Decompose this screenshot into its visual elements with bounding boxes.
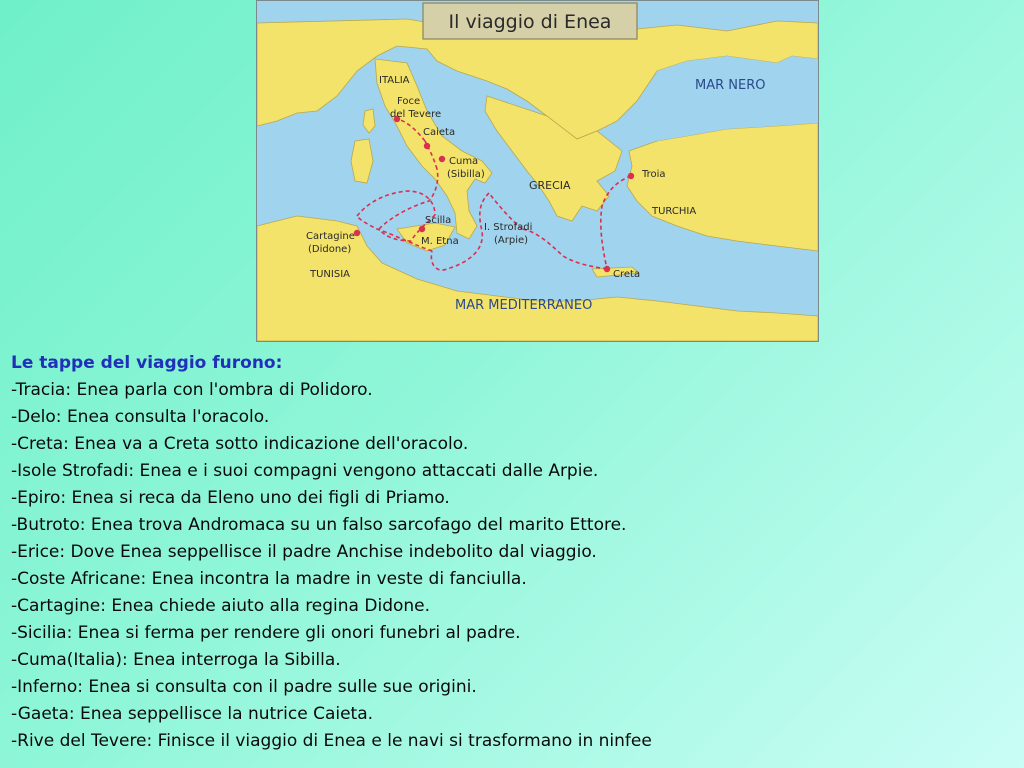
caption-title: Le tappe del viaggio furono: bbox=[11, 353, 283, 373]
label-cartagine-2: (Didone) bbox=[308, 244, 352, 255]
stage-item: -Isole Strofadi: Enea e i suoi compagni vengono attaccati dalle Arpie. bbox=[11, 461, 599, 481]
marker-troia bbox=[628, 173, 634, 179]
label-foce-2: del Tevere bbox=[390, 109, 442, 120]
label-foce-1: Foce bbox=[397, 96, 421, 107]
label-scilla: Scilla bbox=[425, 215, 452, 226]
label-etna: M. Etna bbox=[421, 236, 459, 247]
label-cuma-1: Cuma bbox=[449, 156, 479, 167]
marker-creta bbox=[604, 266, 610, 272]
stage-item: -Epiro: Enea si reca da Eleno uno dei figli di Priamo. bbox=[11, 488, 450, 508]
label-caieta: Caieta bbox=[423, 127, 456, 138]
label-cartagine-1: Cartagine bbox=[306, 231, 355, 242]
label-strofadi-2: (Arpie) bbox=[494, 235, 529, 246]
stage-item: -Butroto: Enea trova Andromaca su un falso sarcofago del marito Ettore. bbox=[11, 515, 627, 535]
label-grecia: GRECIA bbox=[529, 179, 571, 192]
stage-item: -Cartagine: Enea chiede aiuto alla regina Didone. bbox=[11, 596, 431, 616]
stage-item: -Creta: Enea va a Creta sotto indicazione dell'oracolo. bbox=[11, 434, 469, 454]
marker-cuma bbox=[439, 156, 445, 162]
label-creta: Creta bbox=[613, 269, 641, 280]
label-cuma-2: (Sibilla) bbox=[447, 169, 485, 180]
label-strofadi-1: I. Strofadi bbox=[484, 222, 533, 233]
label-troia: Troia bbox=[642, 169, 666, 180]
label-mar-mediterraneo: MAR MEDITERRANEO bbox=[455, 298, 593, 313]
stage-item: -Coste Africane: Enea incontra la madre in veste di fanciulla. bbox=[11, 569, 527, 589]
caption bbox=[11, 350, 1019, 755]
stage-item: -Gaeta: Enea seppellisce la nutrice Caieta. bbox=[11, 704, 374, 724]
stage-item: -Inferno: Enea si consulta con il padre sulle sue origini. bbox=[11, 677, 477, 697]
stage-item: -Sicilia: Enea si ferma per rendere gli onori funebri al padre. bbox=[11, 623, 521, 643]
stage-item: -Tracia: Enea parla con l'ombra di Polidoro. bbox=[11, 380, 373, 400]
stage-item: -Cuma(Italia): Enea interroga la Sibilla. bbox=[11, 650, 341, 670]
stage-item: -Rive del Tevere: Finisce il viaggio di Enea e le navi si trasformano in ninfee bbox=[11, 731, 652, 751]
map-svg bbox=[257, 1, 818, 341]
stages-list bbox=[11, 377, 1019, 755]
label-italia: ITALIA bbox=[379, 75, 410, 86]
label-tunisia: TUNISIA bbox=[310, 269, 350, 280]
map-title: Il viaggio di Enea bbox=[448, 11, 612, 33]
stage-item: -Delo: Enea consulta l'oracolo. bbox=[11, 407, 270, 427]
marker-scilla bbox=[419, 226, 425, 232]
label-turchia: TURCHIA bbox=[652, 206, 697, 217]
label-mar-nero: MAR NERO bbox=[695, 78, 766, 93]
marker-caieta bbox=[424, 143, 430, 149]
stage-item: -Erice: Dove Enea seppellisce il padre Anchise indebolito dal viaggio. bbox=[11, 542, 597, 562]
map-image bbox=[256, 0, 819, 342]
